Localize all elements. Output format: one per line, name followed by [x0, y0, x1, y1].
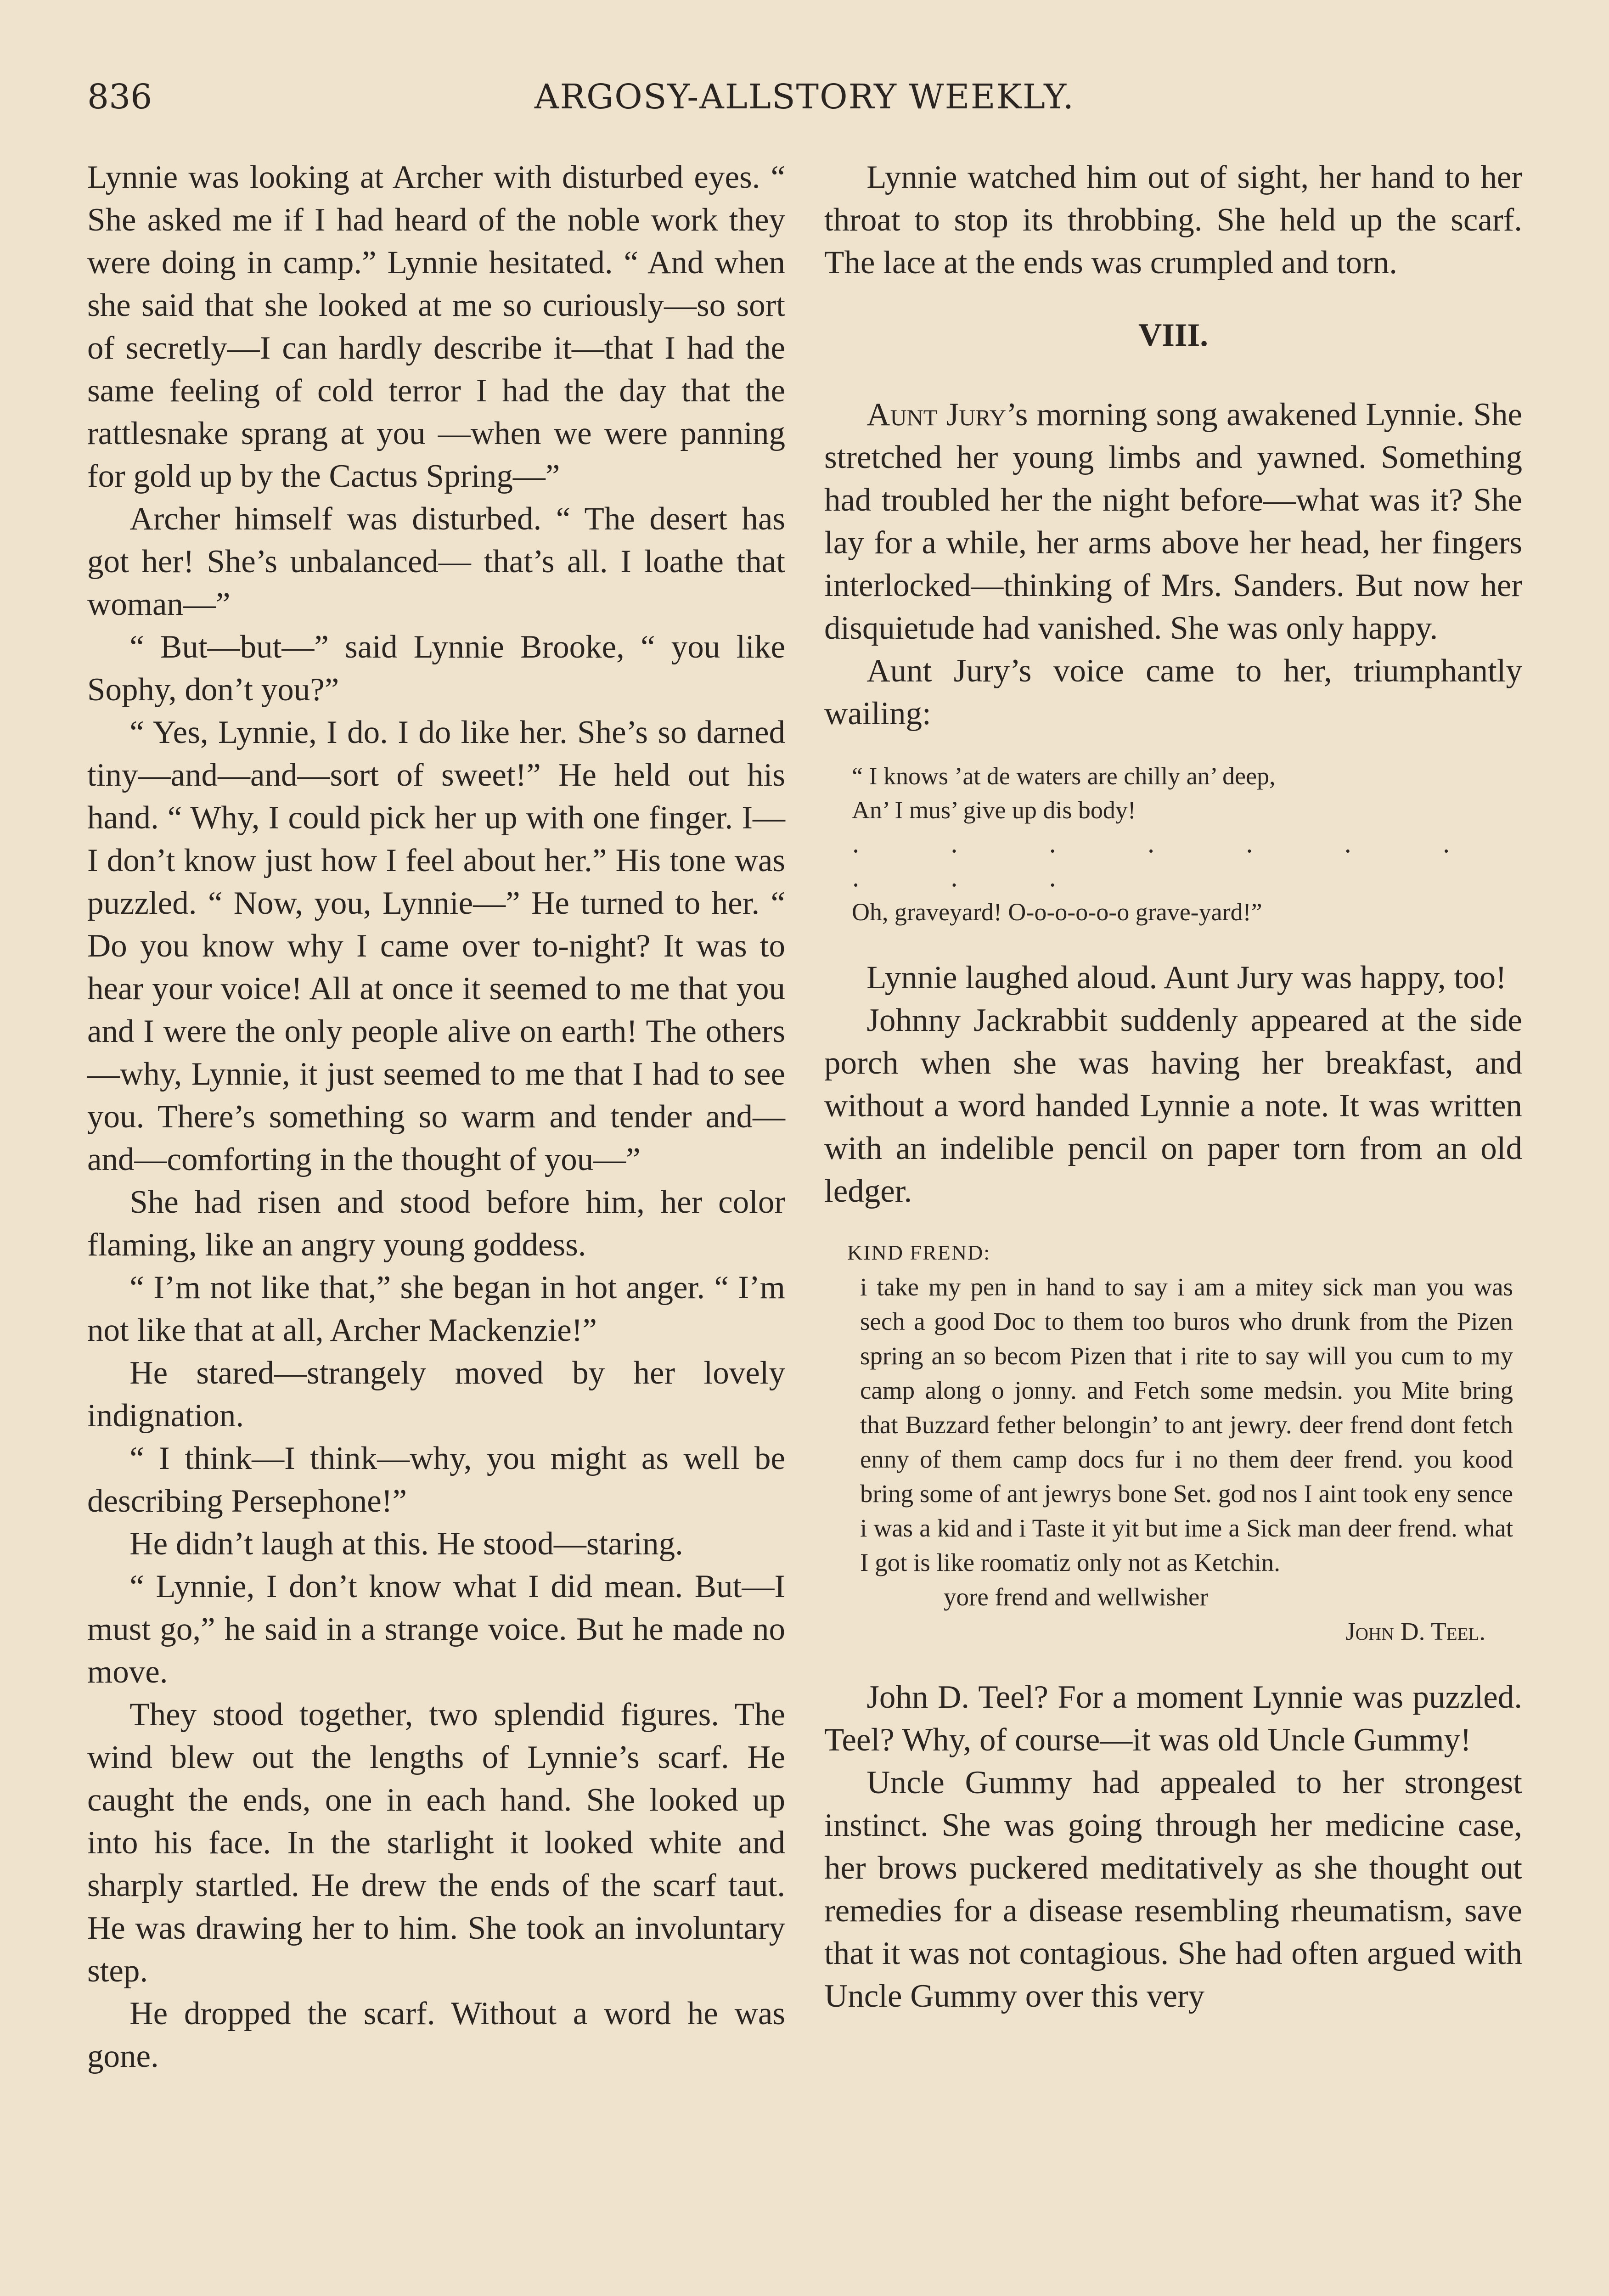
paragraph: Aunt Jury’s voice came to her, triumphantly wailing: [824, 653, 1522, 732]
paragraph: “ I’m not like that,” she began in hot anger. “ I’m not like that at all, Archer Mackenzie!” [87, 1270, 785, 1348]
page-header [87, 77, 1522, 128]
chapter-heading: VIII. [1138, 317, 1208, 353]
small-caps-lead: Aunt Jury [866, 397, 1007, 433]
paragraph: “ But—but—” said Lynnie Brooke, “ you like Sophy, don’t you?” [87, 629, 785, 708]
left-column [87, 156, 785, 2078]
song-line: An’ I mus’ give up dis body! [852, 796, 1136, 824]
paragraph: “ Yes, Lynnie, I do. I do like her. She’s so darned tiny—and—and—sort of sweet!” He held out his hand. “ Why, I could pick her up with one finger. I—I don’t know just how I feel about her.” His tone was puzzled. “ Now, you, Lynnie—” He turned to her. “ Do you know why I came over to-night? It was to hear your voice! All at once it seemed to me that you and I were the only people alive on earth! The others—why, Lynnie, it just seemed to me that I had to see you. There’s something so warm and tender and—and—comforting in the thought of you—” [87, 715, 785, 1177]
song-line: Oh, graveyard! O-o-o-o-o-o grave-yard!” [852, 898, 1262, 926]
paragraph: He dropped the scarf. Without a word he was gone. [87, 1996, 785, 2074]
paragraph: Uncle Gummy had appealed to her strongest instinct. She was going through her medicine case, her brows puckered meditatively as she thought out remedies for a disease resembling rheumatism, save that it was not contagious. She had often argued with Uncle Gummy over this very [824, 1765, 1522, 2014]
letter-signature: John D. Teel. [1345, 1617, 1485, 1645]
paragraph [824, 394, 1522, 650]
letter-body: i take my pen in hand to say i am a mitey sick man you was sech a good Doc to them too buros who drunk from the Pizen spring an so becom Pizen that i rite to say will you cum to my camp along o jonny. and Fetch some medsin. you Mite bring that Buzzard fether belongin’ to ant jewry. deer frend dont fetch enny of them camp docs fur i no them deer frend. you kood bring some of ant jewrys bone Set. god nos I aint took eny sence i was a kid and i Taste it yit but ime a Sick man deer frend. what I got is like roomatiz only not as Ketchin. [860, 1273, 1513, 1576]
paragraph: He stared—strangely moved by her lovely indignation. [87, 1355, 785, 1434]
song-verse [824, 759, 1522, 929]
ellipsis-row: . . . . . . . . . . [852, 829, 1492, 892]
right-column [824, 156, 1522, 2018]
page-number: 836 [87, 77, 152, 117]
letter-closing: yore frend and wellwisher [944, 1583, 1208, 1611]
paragraph: Lynnie watched him out of sight, her hand to her throat to stop its throbbing. She held up the scarf. The lace at the ends was crumpled and torn. [824, 159, 1522, 281]
paragraph: Archer himself was disturbed. “ The desert has got her! She’s unbalanced— that’s all. I loathe that woman—” [87, 501, 785, 622]
paragraph: She had risen and stood before him, her color flaming, like an angry young goddess. [87, 1184, 785, 1263]
paragraph: Lynnie was looking at Archer with disturbed eyes. “ She asked me if I had heard of the noble work they were doing in camp.” Lynnie hesitated. “ And when she said that she looked at me so curiously—so sort of secretly—I can hardly describe it—that I had the same feeling of cold terror I had the day that the rattlesnake sprang at you —when we were panning for gold up by the Cactus Spring—” [87, 159, 785, 494]
letter [824, 1236, 1522, 1649]
paragraph: They stood together, two splendid figures. The wind blew out the lengths of Lynnie’s scarf. He caught the ends, one in each hand. She looked up into his face. In the starlight it looked white and sharply startled. He drew the ends of the scarf taut. He was drawing her to him. She took an involuntary step. [87, 1697, 785, 1989]
paragraph: “ Lynnie, I don’t know what I did mean. But—I must go,” he said in a strange voice. But he made no move. [87, 1569, 785, 1690]
paragraph: He didn’t laugh at this. He stood—staring. [129, 1526, 683, 1562]
paragraph: “ I think—I think—why, you might as well be describing Persephone!” [87, 1441, 785, 1519]
paragraph: Lynnie laughed aloud. Aunt Jury was happy, too! [866, 960, 1507, 996]
paragraph: John D. Teel? For a moment Lynnie was puzzled. Teel? Why, of course—it was old Uncle Gummy! [824, 1679, 1522, 1758]
paragraph: Johnny Jackrabbit suddenly appeared at the side porch when she was having her breakfast, and without a word handed Lynnie a note. It was written with an indelible pencil on paper torn from an old ledger. [824, 1002, 1522, 1209]
song-line: “ I knows ’at de waters are chilly an’ deep, [852, 762, 1276, 790]
paragraph-text: ’s morning song awakened Lynnie. She stretched her young limbs and yawned. Something had troubled her the night before—what was it? She lay for a while, her arms above her head, her fingers interlocked—thinking of Mrs. Sanders. But now her disquietude had vanished. She was only happy. [824, 397, 1522, 646]
running-title: ARGOSY-ALLSTORY WEEKLY. [534, 77, 1075, 117]
letter-salutation: KIND FREND: [847, 1241, 991, 1264]
